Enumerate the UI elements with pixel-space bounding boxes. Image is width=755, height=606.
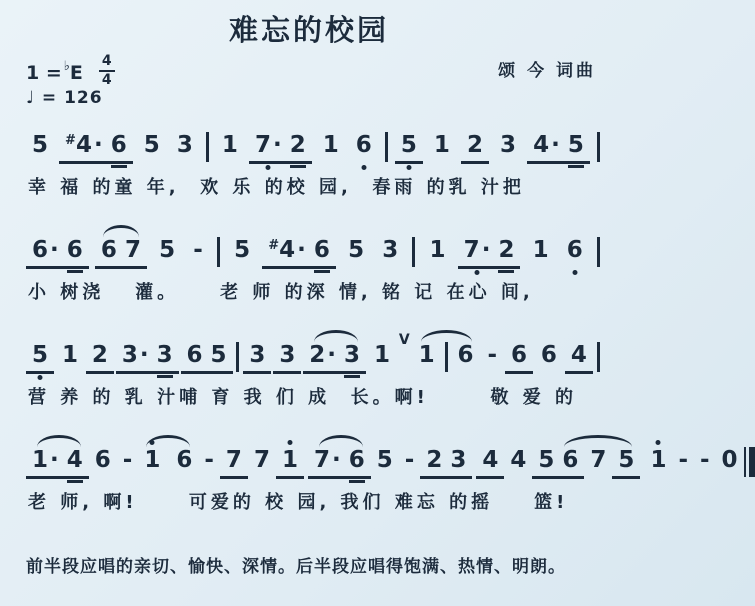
slur-arc [37,435,81,447]
note [183,343,207,368]
barline [412,237,415,267]
note [534,448,558,473]
note [251,133,286,158]
notes-row [26,437,738,479]
note-digit: 3 [344,341,361,368]
note-digit: 1 [221,131,238,158]
duration-dash: - [204,446,214,473]
note-group [413,343,441,374]
note-digit: 3 [176,131,193,158]
note-group [527,133,590,164]
note-digit: 6 [457,341,474,368]
note [507,343,531,368]
note [310,238,334,263]
time-signature [99,54,115,87]
note [496,133,520,158]
note-group [612,448,640,479]
duration-dash: - [404,446,415,473]
note [222,448,246,473]
final-barline [744,447,755,477]
double-underline [290,165,306,168]
note-digit: 5 [234,236,251,263]
barline [597,237,600,267]
slur-arc [421,330,472,342]
augmentation-dot: · [272,131,282,158]
music-system-4 [26,437,738,514]
note-group [170,448,198,479]
score-header [26,53,596,89]
barline [597,342,600,372]
note [494,238,518,263]
note-group [216,133,244,164]
double-underline [568,165,584,168]
note [564,133,588,158]
sharp-icon: # [65,132,76,148]
note [28,343,52,368]
lyrics-line: 老 师, 啊! 可爱的 校 园, 我们 难忘 的摇 篮! [28,492,569,513]
augmentation-dot: · [331,446,341,473]
lyrics-line: 营 养 的 乳 汁哺 育 我 们 成 长。啊! 敬 爱 的 [28,387,578,408]
double-underline [157,375,173,378]
note [345,448,369,473]
note-group [565,343,593,374]
breath-mark-icon: V [398,332,410,348]
note-digit: 7 [313,446,330,473]
note-group [584,448,612,479]
note-group [26,133,54,164]
note [172,448,196,473]
note-digit: 5 [348,236,365,263]
note-group [249,133,312,164]
note [373,448,397,473]
double-underline [111,165,127,168]
note [563,238,587,263]
note-digit: 2 [309,341,326,368]
note-group [26,343,54,374]
music-system-3 [26,332,602,409]
note-digit: 1 [281,446,298,473]
augmentation-dot: · [327,341,337,368]
note-group [527,238,555,269]
note [529,238,553,263]
note-digit: 4 [570,341,587,368]
note-digit: 6 [355,131,372,158]
note [344,238,368,263]
slur-arc [103,225,139,237]
note-group [317,133,345,164]
note [506,448,530,473]
slur-arc [564,435,632,447]
note-digit: 5 [538,446,555,473]
note [454,343,478,368]
slur-arc [314,330,358,342]
note-digit: 6 [348,446,365,473]
slur-arc [319,435,363,447]
note [352,133,376,158]
note-group [181,343,233,374]
note-digit: 2 [289,131,306,158]
note-digit: 6 [540,341,557,368]
augmentation-dot: · [139,341,149,368]
note [264,238,310,263]
note-group [116,343,179,374]
music-system-2 [26,227,602,304]
note-group [89,448,117,479]
note-digit: 5 [376,446,393,473]
note-group [561,238,589,269]
music-system-1 [26,122,602,199]
note [310,448,345,473]
octave-dot-low [361,165,366,170]
note-digit: 1 [418,341,435,368]
note [567,343,591,368]
note-group [368,343,396,374]
note [63,448,87,473]
note-digit: 6 [66,236,83,263]
double-underline [67,270,83,273]
note-group [26,448,89,479]
sharp-icon: # [268,237,280,253]
note-digit: 3 [121,341,138,368]
time-signature-numerator: 4 [99,54,115,72]
note [463,133,487,158]
note-group [228,238,256,269]
note-digit: 3 [156,341,173,368]
note [340,343,364,368]
note-digit: 2 [91,341,108,368]
duration-dash: - [122,446,133,473]
note [207,343,231,368]
note-group [461,133,489,164]
note-digit: 3 [450,446,467,473]
note-group [308,448,371,479]
note-digit: 6 [94,446,111,473]
note-digit: 5 [210,341,227,368]
note-group [303,343,366,374]
note [58,343,82,368]
note-digit: 5 [32,341,49,368]
note-digit: 5 [159,236,176,263]
flat-icon: ♭ [63,59,70,74]
octave-dot-high [656,440,661,445]
composer-credit: 颂 今 词曲 [498,61,596,81]
note [286,133,310,158]
note [319,133,343,158]
octave-dot-low [266,165,271,170]
note-digit: 6 [186,341,203,368]
note [275,343,299,368]
double-underline [344,375,360,378]
note [426,238,450,263]
double-underline [349,480,365,483]
note-digit: 6 [510,341,527,368]
note [446,448,470,473]
note [140,448,164,473]
octave-dot-high [287,440,292,445]
note-digit: 1 [650,446,667,473]
note [422,448,446,473]
note [278,448,302,473]
note [370,343,394,368]
note-group [395,133,423,164]
notes-row [26,227,602,269]
note [537,343,561,368]
note-digit: 4 [66,446,83,473]
note-digit: 1 [373,341,390,368]
duration-dash: - [193,236,203,263]
song-title: 难忘的校园 [228,13,389,47]
octave-dot-low [406,165,411,170]
note [245,343,269,368]
note-group [644,448,672,479]
note-group [424,238,452,269]
octave-dot-high [150,440,155,445]
key-letter: E [69,61,83,84]
note-digit: 1 [61,341,78,368]
note-digit: 1 [144,446,161,473]
note [121,238,145,263]
note-group [716,448,744,479]
note-digit: 7 [253,446,270,473]
note-group [95,238,147,269]
barline [445,342,448,372]
double-underline [498,270,514,273]
note-digit: 6 [176,446,193,473]
notes-row [26,122,602,164]
augmentation-dot: · [93,131,103,158]
note-group [171,133,199,164]
barline [236,342,239,372]
note [646,448,670,473]
note-digit: 7 [124,236,141,263]
note [140,133,164,158]
note-digit: 1 [532,236,549,263]
barline [385,132,388,162]
note-group [56,343,84,374]
note [415,343,439,368]
note-group [494,133,522,164]
note [153,343,177,368]
note-digit: 6 [562,446,579,473]
duration-dash: - [487,341,498,368]
augmentation-dot: · [551,131,560,158]
notes-row [26,332,602,374]
note-group [458,238,521,269]
note-group [476,448,504,479]
lyrics-line: 幸 福 的童 年, 欢 乐 的校 园, 春雨 的乳 汁把 [28,177,525,198]
duration-dash: - [678,446,688,473]
note [88,343,112,368]
double-underline [67,480,83,483]
note-digit: 5 [400,131,417,158]
note-digit: 7 [225,446,242,473]
note-digit: 5 [32,131,49,158]
note-group [59,133,133,164]
note-digit: 1 [433,131,450,158]
note-digit: 6 [110,131,127,158]
key-prefix: 1 = [26,61,62,84]
note-digit: 7 [590,446,607,473]
note-digit: 2 [498,236,515,263]
note-group [273,343,301,374]
barline [597,132,600,162]
note [28,133,52,158]
note-digit: 1 [429,236,446,263]
double-underline [314,270,330,273]
note-digit: 5 [143,131,160,158]
note-digit: 6 [566,236,583,263]
time-signature-denominator: 4 [101,72,112,88]
note [91,448,115,473]
augmentation-dot: · [481,236,491,263]
note-digit: 6 [100,236,117,263]
note-digit: 3 [249,341,266,368]
note [460,238,495,263]
note [586,448,610,473]
note-digit: 1 [32,446,49,473]
note-digit: 6 [32,236,49,263]
note [63,238,87,263]
note-digit: 3 [279,341,296,368]
note-group [452,343,480,374]
note [250,448,274,473]
note [230,238,254,263]
note [397,133,421,158]
note [28,448,63,473]
barline [217,237,220,267]
note-group [535,343,563,374]
note-digit: 2 [426,446,443,473]
note [107,133,131,158]
note-group [428,133,456,164]
note [378,238,402,263]
note-digit: 3 [382,236,399,263]
note-group [276,448,304,479]
note-digit: 6 [313,236,330,263]
note-group [504,448,532,479]
note-group [86,343,114,374]
note [28,238,63,263]
note-group [420,448,472,479]
note [478,448,502,473]
note-digit: 2 [466,131,483,158]
note [218,133,242,158]
note [529,133,564,158]
note-digit: 4 [533,131,550,158]
note-digit: 5 [618,446,635,473]
augmentation-dot: · [297,236,306,263]
note-digit: 0 [721,446,738,473]
octave-dot-low [38,375,43,380]
note-group [243,343,271,374]
note-group [138,133,166,164]
note-digit: 4 [510,446,527,473]
note-group [248,448,276,479]
note-group [153,238,181,269]
note [430,133,454,158]
note-group [220,448,248,479]
note [718,448,742,473]
tempo-marking: ♩ = 126 [26,88,103,108]
note [614,448,638,473]
note [155,238,179,263]
note-group [376,238,404,269]
note-digit: 7 [463,236,480,263]
note-group [342,238,370,269]
lyrics-line: 小 树浇 灌。 老 师 的深 情, 铭 记 在心 间, [28,282,534,303]
note-digit: 3 [500,131,517,158]
note-digit: 4 [75,131,92,158]
note-group [26,238,89,269]
note [173,133,197,158]
note-digit: 4 [482,446,499,473]
note [97,238,121,263]
note-group [505,343,533,374]
note [558,448,582,473]
barline [206,132,209,162]
note-group [262,238,336,269]
key-signature [26,53,115,89]
octave-dot-low [572,270,577,275]
note-group [532,448,584,479]
octave-dot-low [475,270,480,275]
note-digit: 7 [254,131,271,158]
note-digit: 1 [322,131,339,158]
augmentation-dot: · [50,446,59,473]
note-group [371,448,399,479]
duration-dash: - [700,446,710,473]
note-digit: 4 [279,236,296,263]
performance-note: 前半段应唱的亲切、愉快、深情。后半段应唱得饱满、热情、明朗。 [26,557,566,577]
note [305,343,340,368]
note-group [138,448,166,479]
note-digit: 5 [567,131,584,158]
augmentation-dot: · [50,236,59,263]
note-group [350,133,378,164]
note [61,133,107,158]
note [118,343,153,368]
